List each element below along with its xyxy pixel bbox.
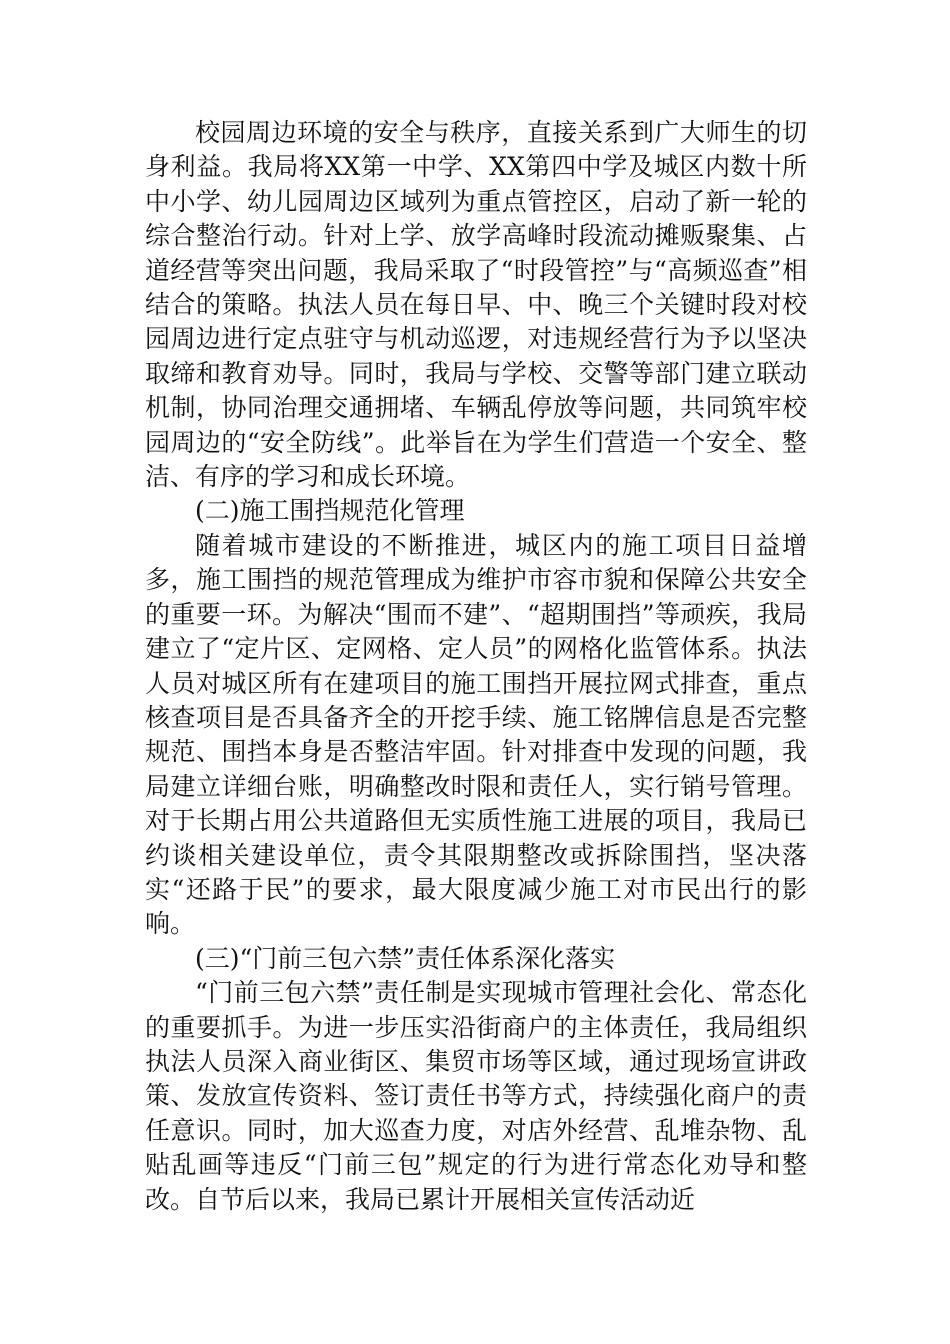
paragraph-storefront-responsibility: “门前三包六禁”责任制是实现城市管理社会化、常态化的重要抓手。为进一步压实沿街商户的主体责任，我局组织执法人员深入商业街区、集贸市场等区域，通过现场宣讲政策、发放宣传资料、签订责任书等方式，持续强化商户的责任意识。同时，加大巡查力度，对店外经营、乱堆杂物、乱贴乱画等违反“门前三包”规定的行为进行常态化劝导和整改。自节后以来，我局已累计开展相关宣传活动近 bbox=[145, 978, 807, 1214]
paragraph-campus-surroundings: 校园周边环境的安全与秩序，直接关系到广大师生的切身利益。我局将XX第一中学、XX第四中学及城区内数十所中小学、幼儿园周边区域列为重点管控区，启动了新一轮的综合整治行动。针对上学、放学高峰时段流动摊贩聚集、占道经营等突出问题，我局采取了“时段管控”与“高频巡查”相结合的策略。执法人员在每日早、中、晚三个关键时段对校园周边进行定点驻守与机动巡逻，对违规经营行为予以坚决取缔和教育劝导。同时，我局与学校、交警等部门建立联动机制，协同治理交通拥堵、车辆乱停放等问题，共同筑牢校园周边的“安全防线”。此举旨在为学生们营造一个安全、整洁、有序的学习和成长环境。 bbox=[145, 118, 807, 492]
document-page bbox=[145, 116, 807, 1217]
section-heading-storefront-responsibility: (三)“门前三包六禁”责任体系深化落实 bbox=[195, 943, 616, 973]
section-heading-construction-hoarding: (二)施工围挡规范化管理 bbox=[195, 496, 465, 526]
paragraph-construction-hoarding: 随着城市建设的不断推进，城区内的施工项目日益增多，施工围挡的规范管理成为维护市容市貌和保障公共安全的重要一环。为解决“围而不建”、“超期围挡”等顽疾，我局建立了“定片区、定网格、定人员”的网格化监管体系。执法人员对城区所有在建项目的施工围挡开展拉网式排查，重点核查项目是否具备齐全的开挖手续、施工铭牌信息是否完整规范、围挡本身是否整洁牢固。针对排查中发现的问题，我局建立详细台账，明确整改时限和责任人，实行销号管理。对于长期占用公共道路但无实质性施工进展的项目，我局已约谈相关建设单位，责令其限期整改或拆除围挡，坚决落实“还路于民”的要求，最大限度减少施工对市民出行的影响。 bbox=[145, 530, 807, 939]
